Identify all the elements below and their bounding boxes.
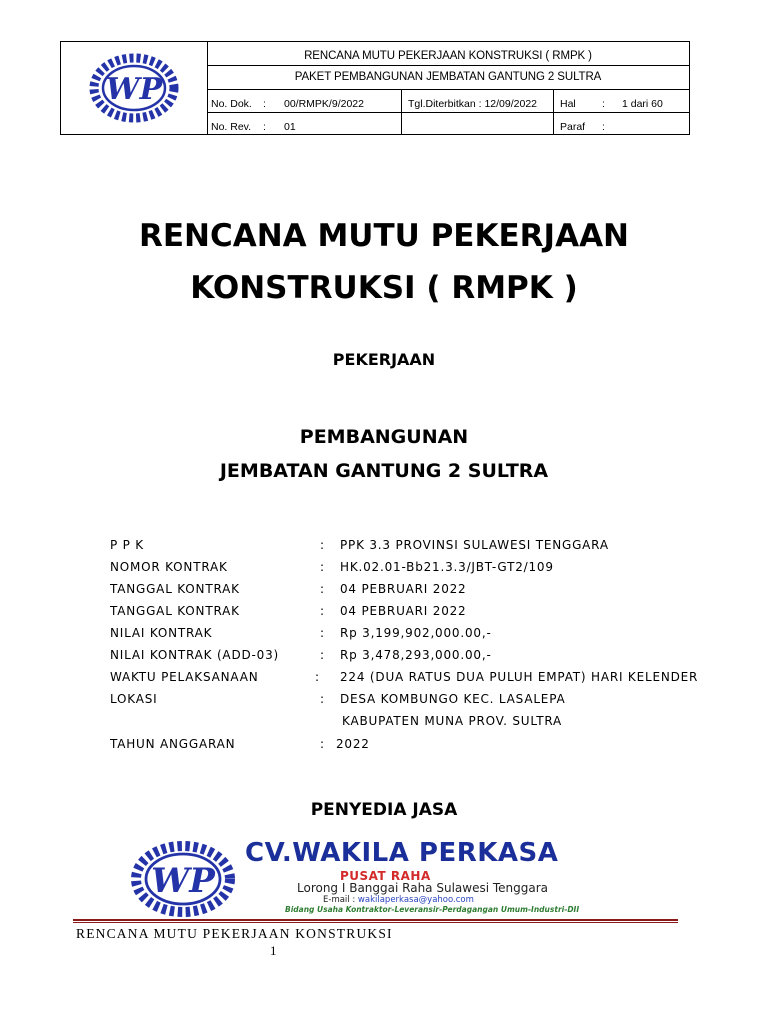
- info-value: DESA KOMBUNGO KEC. LASALEPA: [340, 692, 566, 706]
- info-colon: :: [315, 670, 320, 684]
- company-banner: [125, 838, 645, 918]
- document-header: [60, 41, 690, 135]
- info-value: 04 PEBRUARI 2022: [340, 604, 467, 618]
- info-value: Rp 3,478,293,000.00,-: [340, 648, 492, 662]
- no-dok-label: No. Dok.: [211, 98, 252, 110]
- email-link[interactable]: wakilaperkasa@yahoo.com: [357, 895, 474, 905]
- info-value: PPK 3.3 PROVINSI SULAWESI TENGGARA: [340, 538, 609, 552]
- no-dok-value: 00/RMPK/9/2022: [284, 98, 364, 110]
- document-title-line1: RENCANA MUTU PEKERJAAN: [138, 218, 630, 254]
- paraf-label: Paraf: [560, 121, 586, 133]
- info-label: P P K: [110, 538, 144, 552]
- info-colon: :: [320, 737, 325, 751]
- info-value: KABUPATEN MUNA PROV. SULTRA: [342, 714, 562, 728]
- header-title-line1: RENCANA MUTU PEKERJAAN KONSTRUKSI ( RMPK ): [304, 50, 592, 62]
- info-label: TANGGAL KONTRAK: [110, 582, 240, 596]
- tgl-diterbitkan: Tgl.Diterbitkan : 12/09/2022: [408, 98, 537, 110]
- info-colon: :: [320, 648, 325, 662]
- header-divider: [207, 112, 689, 113]
- header-divider: [207, 65, 689, 66]
- info-label: NOMOR KONTRAK: [110, 560, 228, 574]
- work-heading: PEKERJAAN: [332, 350, 436, 369]
- info-value: 04 PEBRUARI 2022: [340, 582, 467, 596]
- info-colon: :: [320, 560, 325, 574]
- no-dok-colon: :: [263, 98, 266, 110]
- info-label: TANGGAL KONTRAK: [110, 604, 240, 618]
- company-business-line: Bidang Usaha Kontraktor-Leveransir-Perdagangan Umum-Industri-DII: [285, 905, 580, 914]
- header-title-line2: PAKET PEMBANGUNAN JEMBATAN GANTUNG 2 SULTRA: [294, 71, 602, 83]
- email-label: E-mail :: [323, 895, 356, 905]
- project-heading-line1: PEMBANGUNAN: [299, 426, 469, 448]
- provider-heading: PENYEDIA JASA: [310, 800, 458, 820]
- info-label: LOKASI: [110, 692, 158, 706]
- footer-rule: [73, 919, 678, 921]
- info-value: 2022: [336, 737, 370, 751]
- header-logo-cell: [61, 42, 208, 134]
- paraf-colon: :: [602, 121, 605, 133]
- info-label: WAKTU PELAKSANAAN: [110, 670, 259, 684]
- header-divider: [207, 89, 689, 90]
- info-value: 224 (DUA RATUS DUA PULUH EMPAT) HARI KELENDER: [340, 670, 699, 684]
- footer-rule: [73, 922, 678, 923]
- footer-text: RENCANA MUTU PEKERJAAN KONSTRUKSI: [76, 926, 393, 941]
- hal-label: Hal: [560, 98, 576, 110]
- hal-colon: :: [602, 98, 605, 110]
- info-label: NILAI KONTRAK: [110, 626, 213, 640]
- company-pusat: PUSAT RAHA: [340, 869, 431, 883]
- info-value: HK.02.01-Bb21.3.3/JBT-GT2/109: [340, 560, 554, 574]
- header-divider: [401, 89, 402, 134]
- company-address: Lorong I Banggai Raha Sulawesi Tenggara: [297, 881, 549, 895]
- no-rev-label: No. Rev.: [211, 121, 252, 133]
- info-label: NILAI KONTRAK (ADD-03): [110, 648, 280, 662]
- company-name: CV.WAKILA PERKASA: [245, 838, 559, 868]
- company-logo-icon: [125, 838, 241, 920]
- info-value: Rp 3,199,902,000.00,-: [340, 626, 492, 640]
- info-label: TAHUN ANGGARAN: [110, 737, 236, 751]
- info-colon: :: [320, 692, 325, 706]
- project-heading-line2: JEMBATAN GANTUNG 2 SULTRA: [219, 460, 549, 482]
- info-colon: :: [320, 604, 325, 618]
- svg-text:WP: WP: [151, 861, 215, 901]
- svg-text:WP: WP: [105, 72, 163, 107]
- header-divider: [553, 89, 554, 134]
- info-colon: :: [320, 538, 325, 552]
- hal-value: 1 dari 60: [622, 98, 663, 110]
- company-logo-icon: [84, 52, 184, 124]
- no-rev-colon: :: [263, 121, 266, 133]
- info-colon: :: [320, 626, 325, 640]
- document-title-line2: KONSTRUKSI ( RMPK ): [190, 270, 578, 306]
- info-colon: :: [320, 582, 325, 596]
- no-rev-value: 01: [284, 121, 296, 133]
- company-email: [323, 895, 474, 905]
- page-number: 1: [270, 943, 277, 958]
- document-title: [0, 210, 768, 314]
